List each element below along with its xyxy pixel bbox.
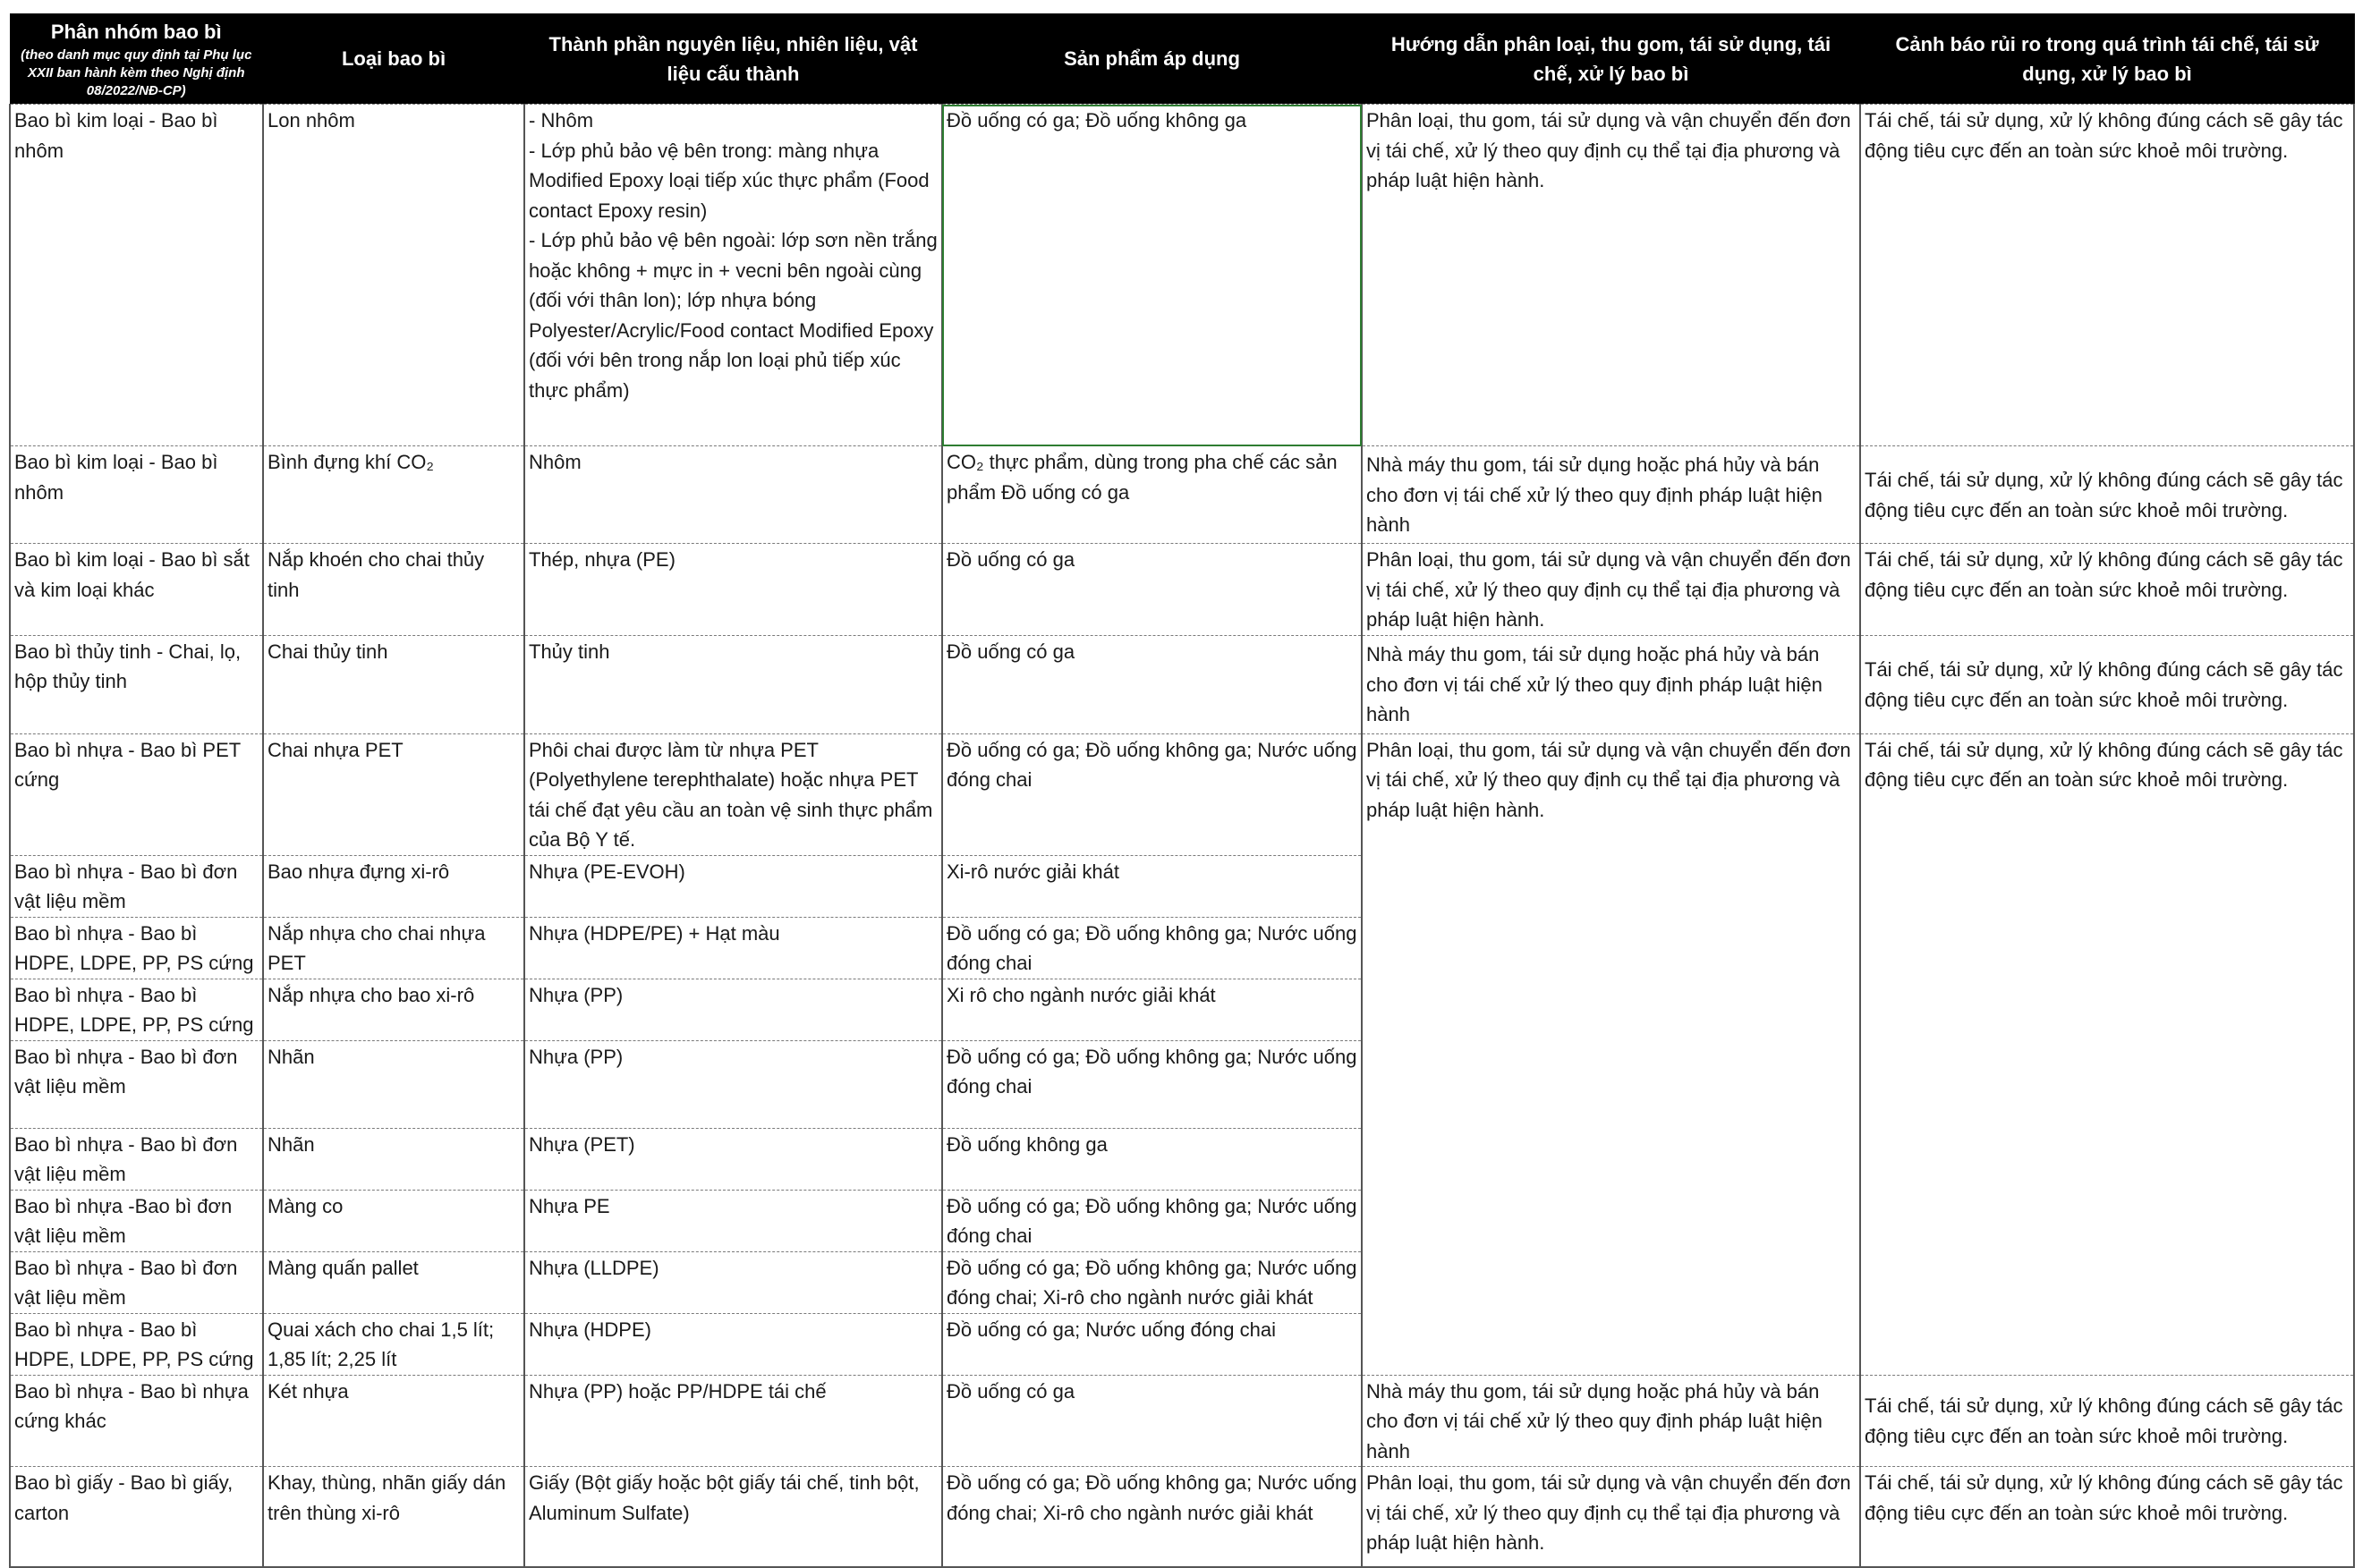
cell-materials[interactable] — [524, 105, 942, 446]
cell-products-selected[interactable]: Đồ uống có ga; Đồ uống không ga — [942, 105, 1362, 446]
cell-materials[interactable]: Nhựa (LLDPE) — [524, 1251, 942, 1313]
cell-materials[interactable]: Nhựa PE — [524, 1190, 942, 1251]
cell-materials[interactable]: Nhựa (PP) hoặc PP/HDPE tái chế — [524, 1375, 942, 1467]
cell-products[interactable]: Đồ uống có ga — [942, 635, 1362, 733]
header-warning[interactable]: Cảnh báo rủi ro trong quá trình tái chế, tái sử dụng, xử lý bao bì — [1860, 13, 2354, 105]
cell-materials[interactable]: Nhựa (PP) — [524, 979, 942, 1040]
cell-products[interactable]: Đồ uống có ga; Đồ uống không ga; Nước uống đóng chai — [942, 1190, 1362, 1251]
cell-guidance[interactable]: Nhà máy thu gom, tái sử dụng hoặc phá hủy và bán cho đơn vị tái chế xử lý theo quy định pháp luật hiện hành — [1362, 1375, 1860, 1467]
packaging-spreadsheet — [9, 13, 2353, 1568]
cell-products[interactable]: Đồ uống có ga — [942, 1375, 1362, 1467]
cell-materials[interactable]: Nhôm — [524, 446, 942, 544]
cell-materials[interactable]: Nhựa (PET) — [524, 1128, 942, 1190]
cell-group[interactable]: Bao bì thủy tinh - Chai, lọ, hộp thủy tinh — [10, 635, 263, 733]
header-materials[interactable]: Thành phần nguyên liệu, nhiên liệu, vật liệu cấu thành — [524, 13, 942, 105]
material-line: - Nhôm — [529, 109, 594, 131]
cell-materials[interactable]: Nhựa (PP) — [524, 1040, 942, 1128]
material-line: - Lớp phủ bảo vệ bên trong: màng nhựa Modified Epoxy loại tiếp xúc thực phẩm (Food contact Epoxy resin) — [529, 139, 930, 222]
cell-guidance[interactable]: Phân loại, thu gom, tái sử dụng và vận chuyển đến đơn vị tái chế, xử lý theo quy định cụ thể tại địa phương và pháp luật hiện hành. — [1362, 544, 1860, 636]
cell-group[interactable]: Bao bì nhựa - Bao bì đơn vật liệu mềm — [10, 1040, 263, 1128]
cell-materials[interactable]: Thủy tinh — [524, 635, 942, 733]
cell-products[interactable]: Đồ uống có ga; Nước uống đóng chai — [942, 1313, 1362, 1375]
cell-group[interactable]: Bao bì nhựa - Bao bì đơn vật liệu mềm — [10, 1128, 263, 1190]
cell-group[interactable]: Bao bì nhựa - Bao bì nhựa cứng khác — [10, 1375, 263, 1467]
header-products[interactable]: Sản phẩm áp dụng — [942, 13, 1362, 105]
cell-warning[interactable]: Tái chế, tái sử dụng, xử lý không đúng cách sẽ gây tác động tiêu cực đến an toàn sức khoẻ môi trường. — [1860, 446, 2354, 544]
cell-products[interactable]: Đồ uống có ga; Đồ uống không ga; Nước uống đóng chai — [942, 1040, 1362, 1128]
table-row — [10, 105, 2354, 446]
cell-materials[interactable]: Phôi chai được làm từ nhựa PET (Polyethylene terephthalate) hoặc nhựa PET tái chế đạt yêu cầu an toàn vệ sinh thực phẩm của Bộ Y tế. — [524, 733, 942, 855]
cell-group[interactable]: Bao bì nhựa - Bao bì PET cứng — [10, 733, 263, 855]
cell-type[interactable]: Chai thủy tinh — [263, 635, 524, 733]
cell-products[interactable]: Đồ uống có ga — [942, 544, 1362, 636]
cell-group[interactable]: Bao bì giấy - Bao bì giấy, carton — [10, 1467, 263, 1567]
table-row — [10, 635, 2354, 733]
cell-products[interactable]: Xi rô cho ngành nước giải khát — [942, 979, 1362, 1040]
table-row — [10, 1467, 2354, 1567]
cell-products[interactable]: Đồ uống có ga; Đồ uống không ga; Nước uống đóng chai — [942, 917, 1362, 979]
cell-group[interactable]: Bao bì nhựa -Bao bì đơn vật liệu mềm — [10, 1190, 263, 1251]
cell-materials[interactable]: Thép, nhựa (PE) — [524, 544, 942, 636]
cell-group[interactable]: Bao bì nhựa - Bao bì HDPE, LDPE, PP, PS cứng — [10, 917, 263, 979]
cell-group[interactable]: Bao bì nhựa - Bao bì HDPE, LDPE, PP, PS cứng — [10, 979, 263, 1040]
material-line: - Lớp phủ bảo vệ bên ngoài: lớp sơn nền trắng hoặc không + mực in + vecni bên ngoài cùng (đối với thân lon); lớp nhựa bóng Polyester/Acrylic/Food contact Modified Epoxy (đối với bên trong nắp lon loại phủ tiếp xúc thực phẩm) — [529, 229, 938, 402]
cell-type[interactable]: Lon nhôm — [263, 105, 524, 446]
header-group[interactable] — [10, 13, 263, 105]
header-group-label: Phân nhóm bao bì — [50, 21, 222, 43]
cell-group[interactable]: Bao bì kim loại - Bao bì nhôm — [10, 105, 263, 446]
cell-group[interactable]: Bao bì kim loại - Bao bì nhôm — [10, 446, 263, 544]
cell-type[interactable]: Nắp nhựa cho bao xi-rô — [263, 979, 524, 1040]
table-row — [10, 446, 2354, 544]
cell-products[interactable]: Đồ uống không ga — [942, 1128, 1362, 1190]
cell-materials[interactable]: Nhựa (PE-EVOH) — [524, 855, 942, 917]
cell-products[interactable]: Xi-rô nước giải khát — [942, 855, 1362, 917]
cell-materials[interactable]: Giấy (Bột giấy hoặc bột giấy tái chế, tinh bột, Aluminum Sulfate) — [524, 1467, 942, 1567]
cell-type[interactable]: Bình đựng khí CO₂ — [263, 446, 524, 544]
cell-warning[interactable]: Tái chế, tái sử dụng, xử lý không đúng cách sẽ gây tác động tiêu cực đến an toàn sức khoẻ môi trường. — [1860, 1467, 2354, 1567]
cell-warning[interactable]: Tái chế, tái sử dụng, xử lý không đúng cách sẽ gây tác động tiêu cực đến an toàn sức khoẻ môi trường. — [1860, 635, 2354, 733]
cell-type[interactable]: Nắp nhựa cho chai nhựa PET — [263, 917, 524, 979]
header-row — [10, 13, 2354, 105]
header-type[interactable]: Loại bao bì — [263, 13, 524, 105]
cell-type[interactable]: Màng co — [263, 1190, 524, 1251]
header-guidance[interactable]: Hướng dẫn phân loại, thu gom, tái sử dụng, tái chế, xử lý bao bì — [1362, 13, 1860, 105]
cell-warning[interactable]: Tái chế, tái sử dụng, xử lý không đúng cách sẽ gây tác động tiêu cực đến an toàn sức khoẻ môi trường. — [1860, 1375, 2354, 1467]
cell-type[interactable]: Nắp khoén cho chai thủy tinh — [263, 544, 524, 636]
cell-group[interactable]: Bao bì nhựa - Bao bì đơn vật liệu mềm — [10, 855, 263, 917]
cell-type[interactable]: Nhãn — [263, 1040, 524, 1128]
header-group-note: (theo danh mục quy định tại Phụ lục XXII ban hành kèm theo Nghị định 08/2022/NĐ-CP) — [21, 47, 252, 98]
cell-type[interactable]: Nhãn — [263, 1128, 524, 1190]
cell-materials[interactable]: Nhựa (HDPE/PE) + Hạt màu — [524, 917, 942, 979]
cell-type[interactable]: Chai nhựa PET — [263, 733, 524, 855]
table-row — [10, 1375, 2354, 1467]
cell-products[interactable]: Đồ uống có ga; Đồ uống không ga; Nước uống đóng chai — [942, 733, 1362, 855]
cell-guidance[interactable]: Phân loại, thu gom, tái sử dụng và vận chuyển đến đơn vị tái chế, xử lý theo quy định cụ thể tại địa phương và pháp luật hiện hành. — [1362, 1467, 1860, 1567]
cell-warning[interactable]: Tái chế, tái sử dụng, xử lý không đúng cách sẽ gây tác động tiêu cực đến an toàn sức khoẻ môi trường. — [1860, 544, 2354, 636]
cell-products[interactable]: CO₂ thực phẩm, dùng trong pha chế các sản phẩm Đồ uống có ga — [942, 446, 1362, 544]
cell-materials[interactable]: Nhựa (HDPE) — [524, 1313, 942, 1375]
cell-group[interactable]: Bao bì kim loại - Bao bì sắt và kim loại khác — [10, 544, 263, 636]
cell-products[interactable]: Đồ uống có ga; Đồ uống không ga; Nước uống đóng chai; Xi-rô cho ngành nước giải khát — [942, 1251, 1362, 1313]
cell-warning[interactable]: Tái chế, tái sử dụng, xử lý không đúng cách sẽ gây tác động tiêu cực đến an toàn sức khoẻ môi trường. — [1860, 105, 2354, 446]
cell-guidance[interactable]: Nhà máy thu gom, tái sử dụng hoặc phá hủy và bán cho đơn vị tái chế xử lý theo quy định pháp luật hiện hành — [1362, 446, 1860, 544]
table-row — [10, 733, 2354, 855]
cell-guidance[interactable]: Phân loại, thu gom, tái sử dụng và vận chuyển đến đơn vị tái chế, xử lý theo quy định cụ thể tại địa phương và pháp luật hiện hành. — [1362, 105, 1860, 446]
cell-type[interactable]: Màng quấn pallet — [263, 1251, 524, 1313]
table-row — [10, 544, 2354, 636]
packaging-table — [9, 13, 2355, 1568]
cell-guidance[interactable]: Nhà máy thu gom, tái sử dụng hoặc phá hủy và bán cho đơn vị tái chế xử lý theo quy định pháp luật hiện hành — [1362, 635, 1860, 733]
cell-products[interactable]: Đồ uống có ga; Đồ uống không ga; Nước uống đóng chai; Xi-rô cho ngành nước giải khát — [942, 1467, 1362, 1567]
cell-group[interactable]: Bao bì nhựa - Bao bì HDPE, LDPE, PP, PS cứng — [10, 1313, 263, 1375]
cell-type[interactable]: Két nhựa — [263, 1375, 524, 1467]
cell-warning-merged[interactable]: Tái chế, tái sử dụng, xử lý không đúng cách sẽ gây tác động tiêu cực đến an toàn sức khoẻ môi trường. — [1860, 733, 2354, 1375]
cell-guidance-merged[interactable]: Phân loại, thu gom, tái sử dụng và vận chuyển đến đơn vị tái chế, xử lý theo quy định cụ thể tại địa phương và pháp luật hiện hành. — [1362, 733, 1860, 1375]
cell-type[interactable]: Khay, thùng, nhãn giấy dán trên thùng xi-rô — [263, 1467, 524, 1567]
cell-type[interactable]: Quai xách cho chai 1,5 lít; 1,85 lít; 2,25 lít — [263, 1313, 524, 1375]
cell-group[interactable]: Bao bì nhựa - Bao bì đơn vật liệu mềm — [10, 1251, 263, 1313]
cell-type[interactable]: Bao nhựa đựng xi-rô — [263, 855, 524, 917]
